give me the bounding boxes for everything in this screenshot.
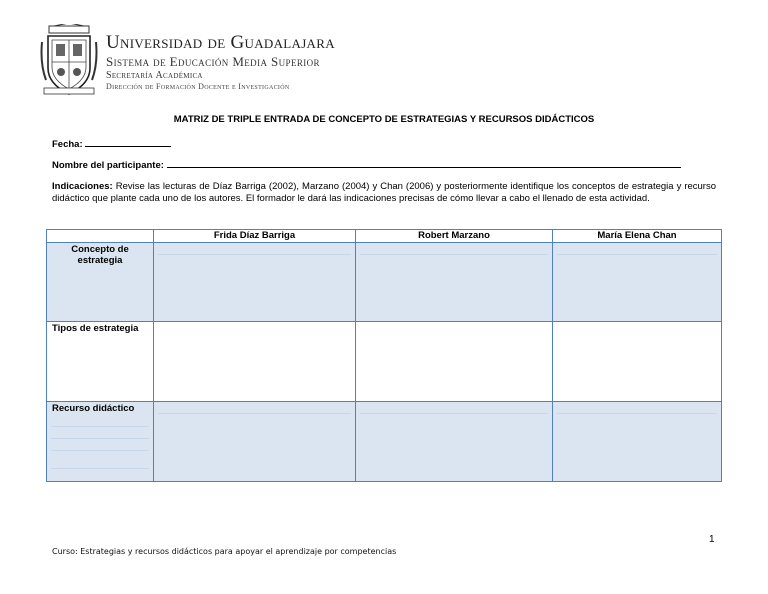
table-row [47,402,722,482]
strategy-matrix-table [46,229,722,482]
nombre-label: Nombre del participante: [52,160,164,171]
column-header: Frida Díaz Barriga [154,230,356,243]
system-name: Sistema de Educación Media Superior [106,54,320,69]
answer-cell[interactable] [154,243,356,322]
row-header: Concepto de estrategia [47,243,154,322]
row-header [47,402,154,482]
answer-cell[interactable] [553,243,722,322]
answer-cell[interactable] [356,322,553,402]
table-header-row [47,230,722,243]
row-header: Tipos de estrategia [47,322,154,402]
fecha-label: Fecha: [52,139,83,150]
table-row [47,243,722,322]
answer-cell[interactable] [356,243,553,322]
fecha-blank [85,137,171,147]
university-name: Universidad de Guadalajara [106,32,335,53]
nombre-blank [167,158,681,168]
direccion-name: Dirección de Formación Docente e Investigación [106,82,290,91]
secretaria-name: Secretaría Académica [106,70,203,81]
page-number: 1 [709,534,715,545]
answer-cell[interactable] [356,402,553,482]
fecha-field [52,137,171,150]
nombre-field [52,158,681,171]
answer-cell[interactable] [154,322,356,402]
indicaciones-text: Revise las lecturas de Díaz Barriga (2002), Marzano (2004) y Chan (2006) y posteriormente identifique los conceptos de estrategia y recurso didáctico que plante cada uno de los autores. El formador le dará las indicaciones precisas de cómo llevar a cabo el llenado de esta actividad. [52,181,717,204]
course-footer: Curso: Estrategias y recursos didácticos para apoyar el aprendizaje por competencias [52,547,397,556]
indicaciones-paragraph [52,181,716,205]
answer-cell[interactable] [553,322,722,402]
table-row [47,322,722,402]
indicaciones-label: Indicaciones: [52,181,113,192]
document-title: MATRIZ DE TRIPLE ENTRADA DE CONCEPTO DE ESTRATEGIAS Y RECURSOS DIDÁCTICOS [173,114,595,125]
column-header: María Elena Chan [553,230,722,243]
letterhead [40,24,600,100]
corner-cell [47,230,154,243]
university-seal-icon [40,24,98,98]
column-header: Robert Marzano [356,230,553,243]
row-header-label: Recurso didáctico [52,403,135,414]
answer-cell[interactable] [154,402,356,482]
answer-cell[interactable] [553,402,722,482]
